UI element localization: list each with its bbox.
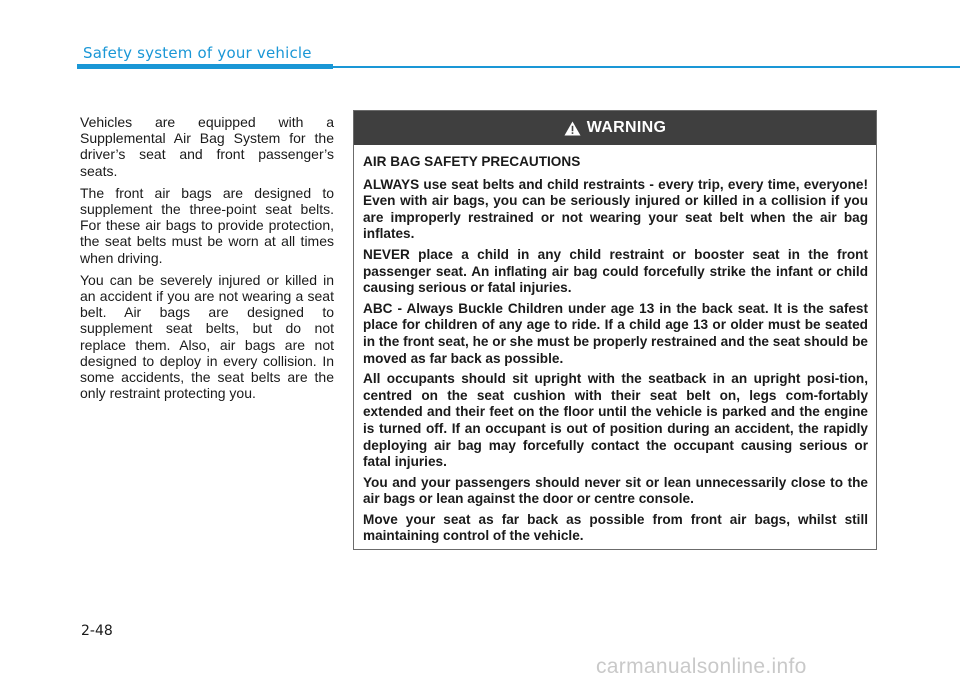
warning-triangle-icon — [564, 121, 581, 136]
watermark: carmanualsonline.info — [596, 655, 807, 678]
page-number: 2-48 — [81, 623, 113, 639]
header-rule-thick — [77, 64, 333, 69]
warning-paragraph: Move your seat as far back as possible from front air bags, whilst still maintaining control of the vehicle. — [363, 511, 868, 544]
warning-paragraph: You and your passengers should never sit or lean unnecessarily close to the air bags or lean against the door or centre console. — [363, 474, 868, 507]
warning-box — [353, 110, 877, 550]
warning-paragraph: ABC - Always Buckle Children under age 13 in the back seat. It is the safest place for children of any age to ride. If a child age 13 or older must be seated in the front seat, he or she must be properly restrained and the seat should be moved as far back as possible. — [363, 300, 868, 366]
warning-heading: AIR BAG SAFETY PRECAUTIONS — [363, 154, 581, 169]
section-title: Safety system of your vehicle — [83, 44, 312, 62]
warning-body — [354, 145, 876, 545]
warning-title: WARNING — [586, 119, 667, 136]
left-column — [80, 114, 334, 407]
body-paragraph: The front air bags are designed to supplement the three-point seat belts. For these air bags to provide protection, the seat belts must be worn at all times when driving. — [80, 184, 334, 266]
header-rule-thin — [333, 66, 960, 68]
warning-header — [354, 111, 876, 145]
body-paragraph: Vehicles are equipped with a Supplemental Air Bag System for the driver’s seat and front passenger’s seats. — [80, 114, 334, 179]
body-paragraph: You can be severely injured or killed in an accident if you are not wearing a seat belt. Air bags are designed to supplement seat belts, but do not replace them. Also, air bags are not designed to deploy in every collision. In some accidents, the seat belts are the only restraint protecting you. — [80, 271, 334, 402]
warning-paragraph: All occupants should sit upright with the seatback in an upright posi-tion, centred on the seat cushion with their seat belt on, legs com-fortably extended and their feet on the floor until the vehicle is parked and the engine is turned off. If an occupant is out of position during an accident, the rapidly deploying air bag may forcefully contact the occupant causing serious or fatal injuries. — [363, 371, 868, 470]
warning-paragraph: ALWAYS use seat belts and child restraints - every trip, every time, everyone! Even with air bags, you can be seriously injured or killed in a collision if you are improperly restrained or not wearing your seat belt when the air bag inflates. — [363, 176, 868, 242]
warning-paragraph: NEVER place a child in any child restraint or booster seat in the front passenger seat. An inflating air bag could forcefully strike the infant or child causing serious or fatal injuries. — [363, 246, 868, 296]
